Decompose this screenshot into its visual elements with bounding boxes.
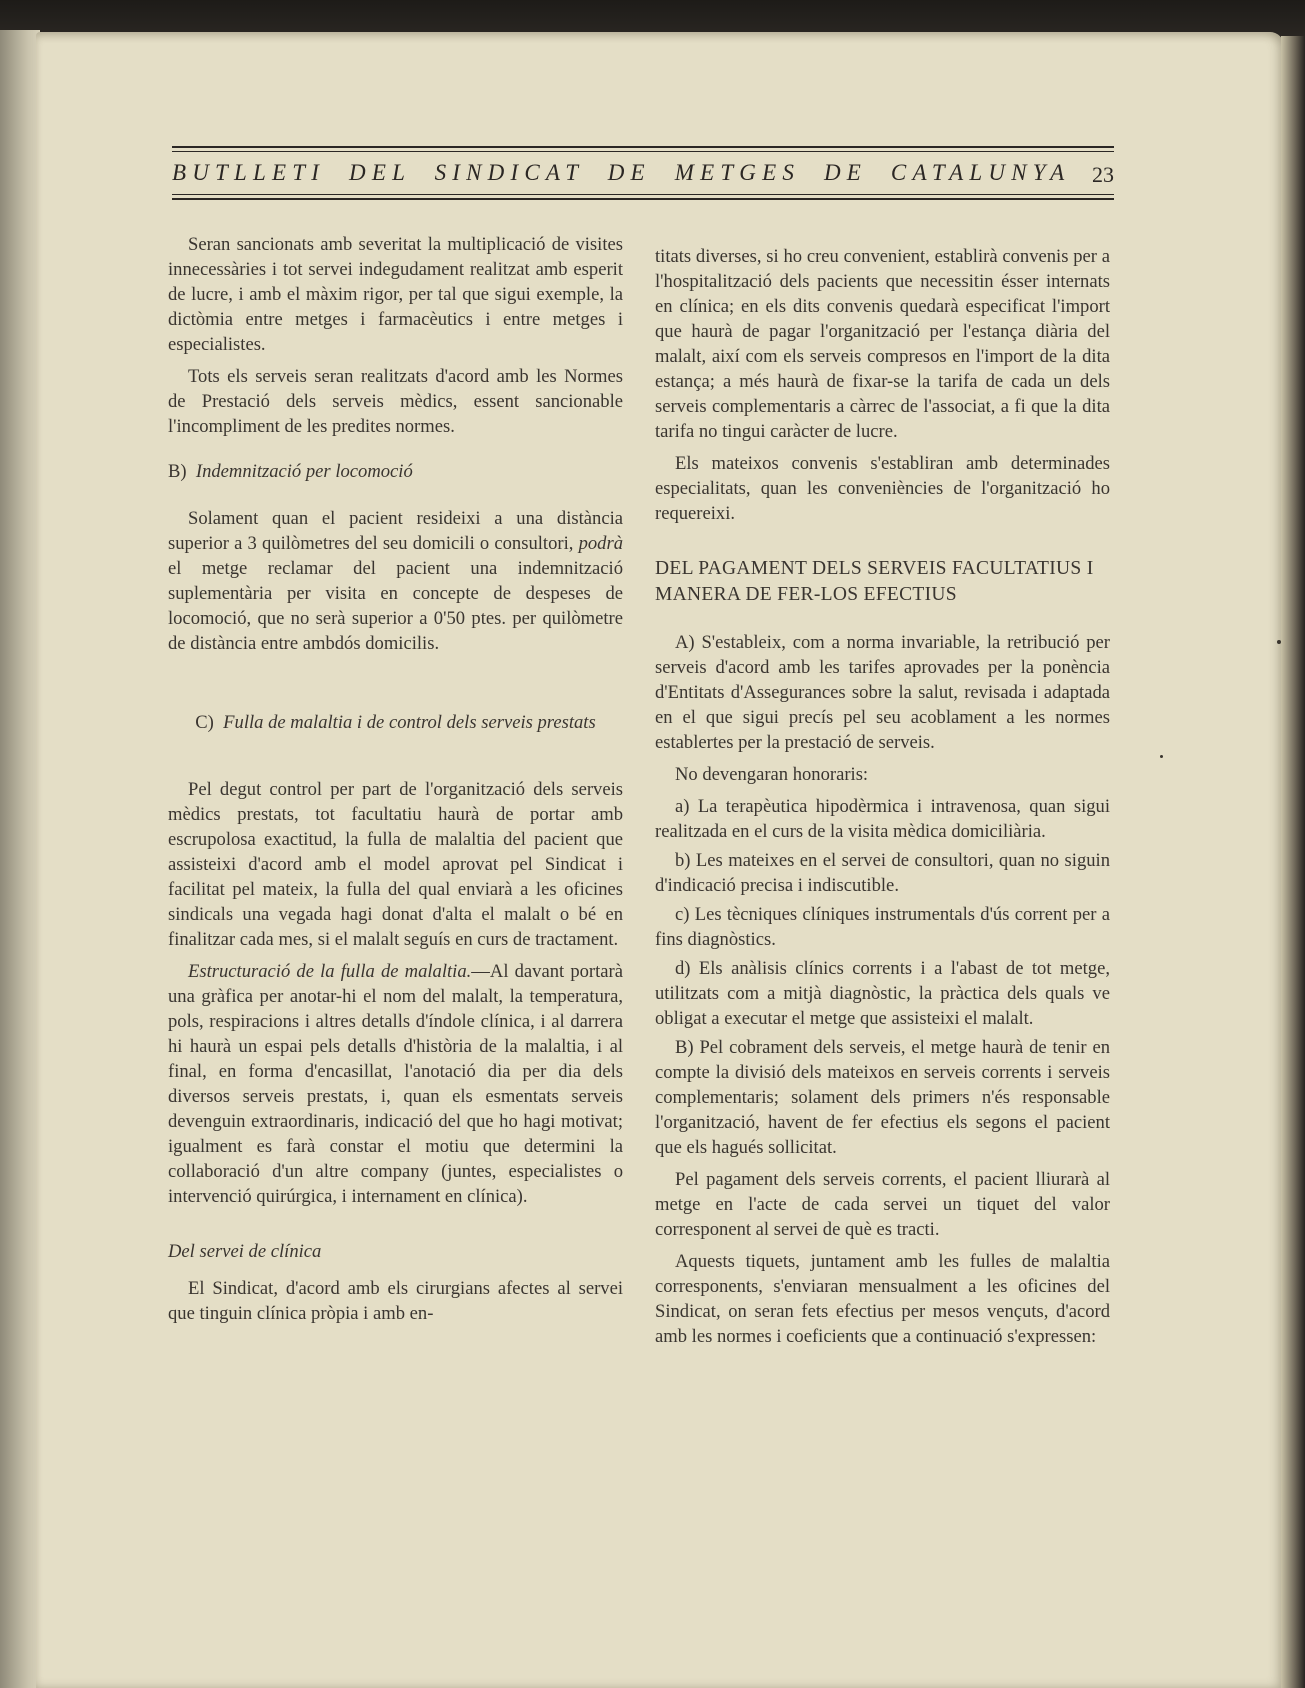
paragraph: No devengaran honoraris:	[675, 764, 869, 785]
text-run: el metge reclamar del pacient una indemnització suplementària per visita en concepte de despeses de locomoció, que no serà superior a 0'50 ptes. per quilòmetre de distància entre ambdós domicilis.	[168, 558, 623, 654]
paragraph	[168, 506, 623, 656]
paragraph: titats diverses, si ho creu convenient, establirà convenis per a l'hospitalització dels pacients que necessitin ésser internats en clínica; en els dits convenis quedarà especificat l'import que haurà de pagar l'organització per l'estança diària del malalt, així com els serveis compresos en l'import de la dita estança; a més haurà de fixar-se la tarifa de cada un dels serveis complementaris a càrrec de l'associat, a fi que la dita tarifa no tingui caràcter de lucre.	[655, 246, 1110, 442]
header-rule	[172, 146, 1114, 148]
facing-page-edge	[0, 30, 40, 1688]
section-heading-payment: DEL PAGAMENT DELS SERVEIS FACULTATIUS I MANERA DE FER-LOS EFECTIUS	[655, 558, 1094, 605]
paragraph	[168, 959, 623, 1209]
list-item: a) La terapèutica hipodèrmica i intravenosa, quan sigui realitzada en el curs de la visita mèdica domiciliària.	[655, 796, 1110, 842]
print-speck	[1160, 755, 1163, 758]
text-run: Solament quan el pacient resideixi a una distància superior a 3 quilòmetres del seu domicili o consultori,	[168, 508, 623, 554]
header-rule	[172, 151, 1114, 152]
section-label: C)	[195, 712, 214, 733]
section-label: B)	[168, 461, 187, 482]
paragraph: Seran sancionats amb severitat la multiplicació de visites innecessàries i tot servei indegudament realitzat amb esperit de lucre, i amb el màxim rigor, per tal que sigui exemple, la dictòmia entre metges i farmacèutics i entre metges i especialistes.	[168, 234, 623, 355]
paragraph: Pel degut control per part de l'organització dels serveis mèdics prestats, tot facultatiu haurà de portar amb escrupolosa exactitud, la fulla de malaltia del pacient que assisteixi d'acord amb el model aprovat pel Sindicat i facilitat pel mateix, la fulla del qual enviarà a les oficines sindicals una vegada hagi donat d'alta el malalt o bé en finalitzar cada mes, si el malalt seguís en curs de tractament.	[168, 779, 623, 950]
emphasis: Estructuració de la fulla de malaltia.	[188, 961, 472, 982]
section-heading-clinic: Del servei de clínica	[168, 1241, 322, 1262]
paragraph: Aquests tiquets, juntament amb les fulles de malaltia corresponents, s'enviaran mensualment a les oficines del Sindicat, on seran fets efectius per mesos vençuts, d'acord amb les normes i coeficients que a continuació s'expressen:	[655, 1251, 1110, 1347]
journal-title: BUTLLETI DEL SINDICAT DE METGES DE CATALUNYA	[172, 160, 1071, 185]
page-number: 23	[1092, 162, 1114, 187]
list-item: d) Els anàlisis clínics corrents i a l'abast de tot metge, utilitzats com a mitjà diagnòstic, la pràctica dels quals ve obligat a executar el metge que assisteixi el malalt.	[655, 958, 1110, 1029]
list-item: b) Les mateixes en el servei de consultori, quan no siguin d'indicació precisa i indiscutible.	[655, 850, 1110, 896]
header-rule	[172, 198, 1114, 200]
paragraph: Pel pagament dels serveis corrents, el pacient lliurarà al metge en l'acte de cada servei un tiquet del valor corresponent al servei de què es tracti.	[655, 1169, 1110, 1240]
paragraph: Tots els serveis seran realitzats d'acord amb les Normes de Prestació dels serveis mèdics, essent sancionable l'incompliment de les predites normes.	[168, 366, 623, 437]
paragraph: El Sindicat, d'acord amb els cirurgians afectes al servei que tinguin clínica pròpia i amb en-	[168, 1278, 623, 1324]
paragraph: A) S'estableix, com a norma invariable, la retribució per serveis d'acord amb les tarifes aprovades per la ponència d'Entitats d'Assegurances sobre la salut, revisada i adaptada en el que sigui precís pel seu acoblament a les normes establertes per la prestació de serveis.	[655, 632, 1110, 753]
paragraph: Els mateixos convenis s'establiran amb determinades especialitats, quan les conveniències de l'organització ho requereixi.	[655, 453, 1110, 524]
section-heading-b	[168, 459, 623, 484]
section-title: Indemnització per locomoció	[195, 461, 413, 482]
list-item: c) Les tècniques clíniques instrumentals d'ús corrent per a fins diagnòstics.	[655, 904, 1110, 950]
left-column	[168, 232, 623, 1333]
paragraph: B) Pel cobrament dels serveis, el metge haurà de tenir en compte la divisió dels mateixos en serveis corrents i serveis complementaris; solament dels primers n'és responsable l'organització, havent de fer efectius els segons el pacient que els hagués sollicitat.	[655, 1037, 1110, 1158]
print-speck	[1277, 640, 1281, 644]
running-header	[172, 140, 1114, 200]
section-heading-c	[168, 710, 623, 735]
text-run: —Al davant portarà una gràfica per anotar-hi el nom del malalt, la temperatura, pols, respiracions i altres detalls d'índole clínica, i al darrera hi haurà un espai pels detalls d'història de la malaltia, i al final, en forma d'encasillat, l'anotació dia per dia dels diversos serveis prestats, i, quan els esmentats serveis devenguin extraordinaris, indicació del que ho hagi motivat; igualment es farà constar el motiu que determini la collaboració d'un altre company (juntes, especialistes o intervenció quirúrgica, i internament en clínica).	[168, 961, 623, 1207]
right-column	[655, 244, 1110, 1356]
section-title: Fulla de malaltia i de control dels serveis prestats	[223, 712, 596, 733]
header-rule	[172, 194, 1114, 195]
emphasis: podrà	[578, 533, 623, 554]
page-edge-shadow	[1281, 36, 1305, 1688]
